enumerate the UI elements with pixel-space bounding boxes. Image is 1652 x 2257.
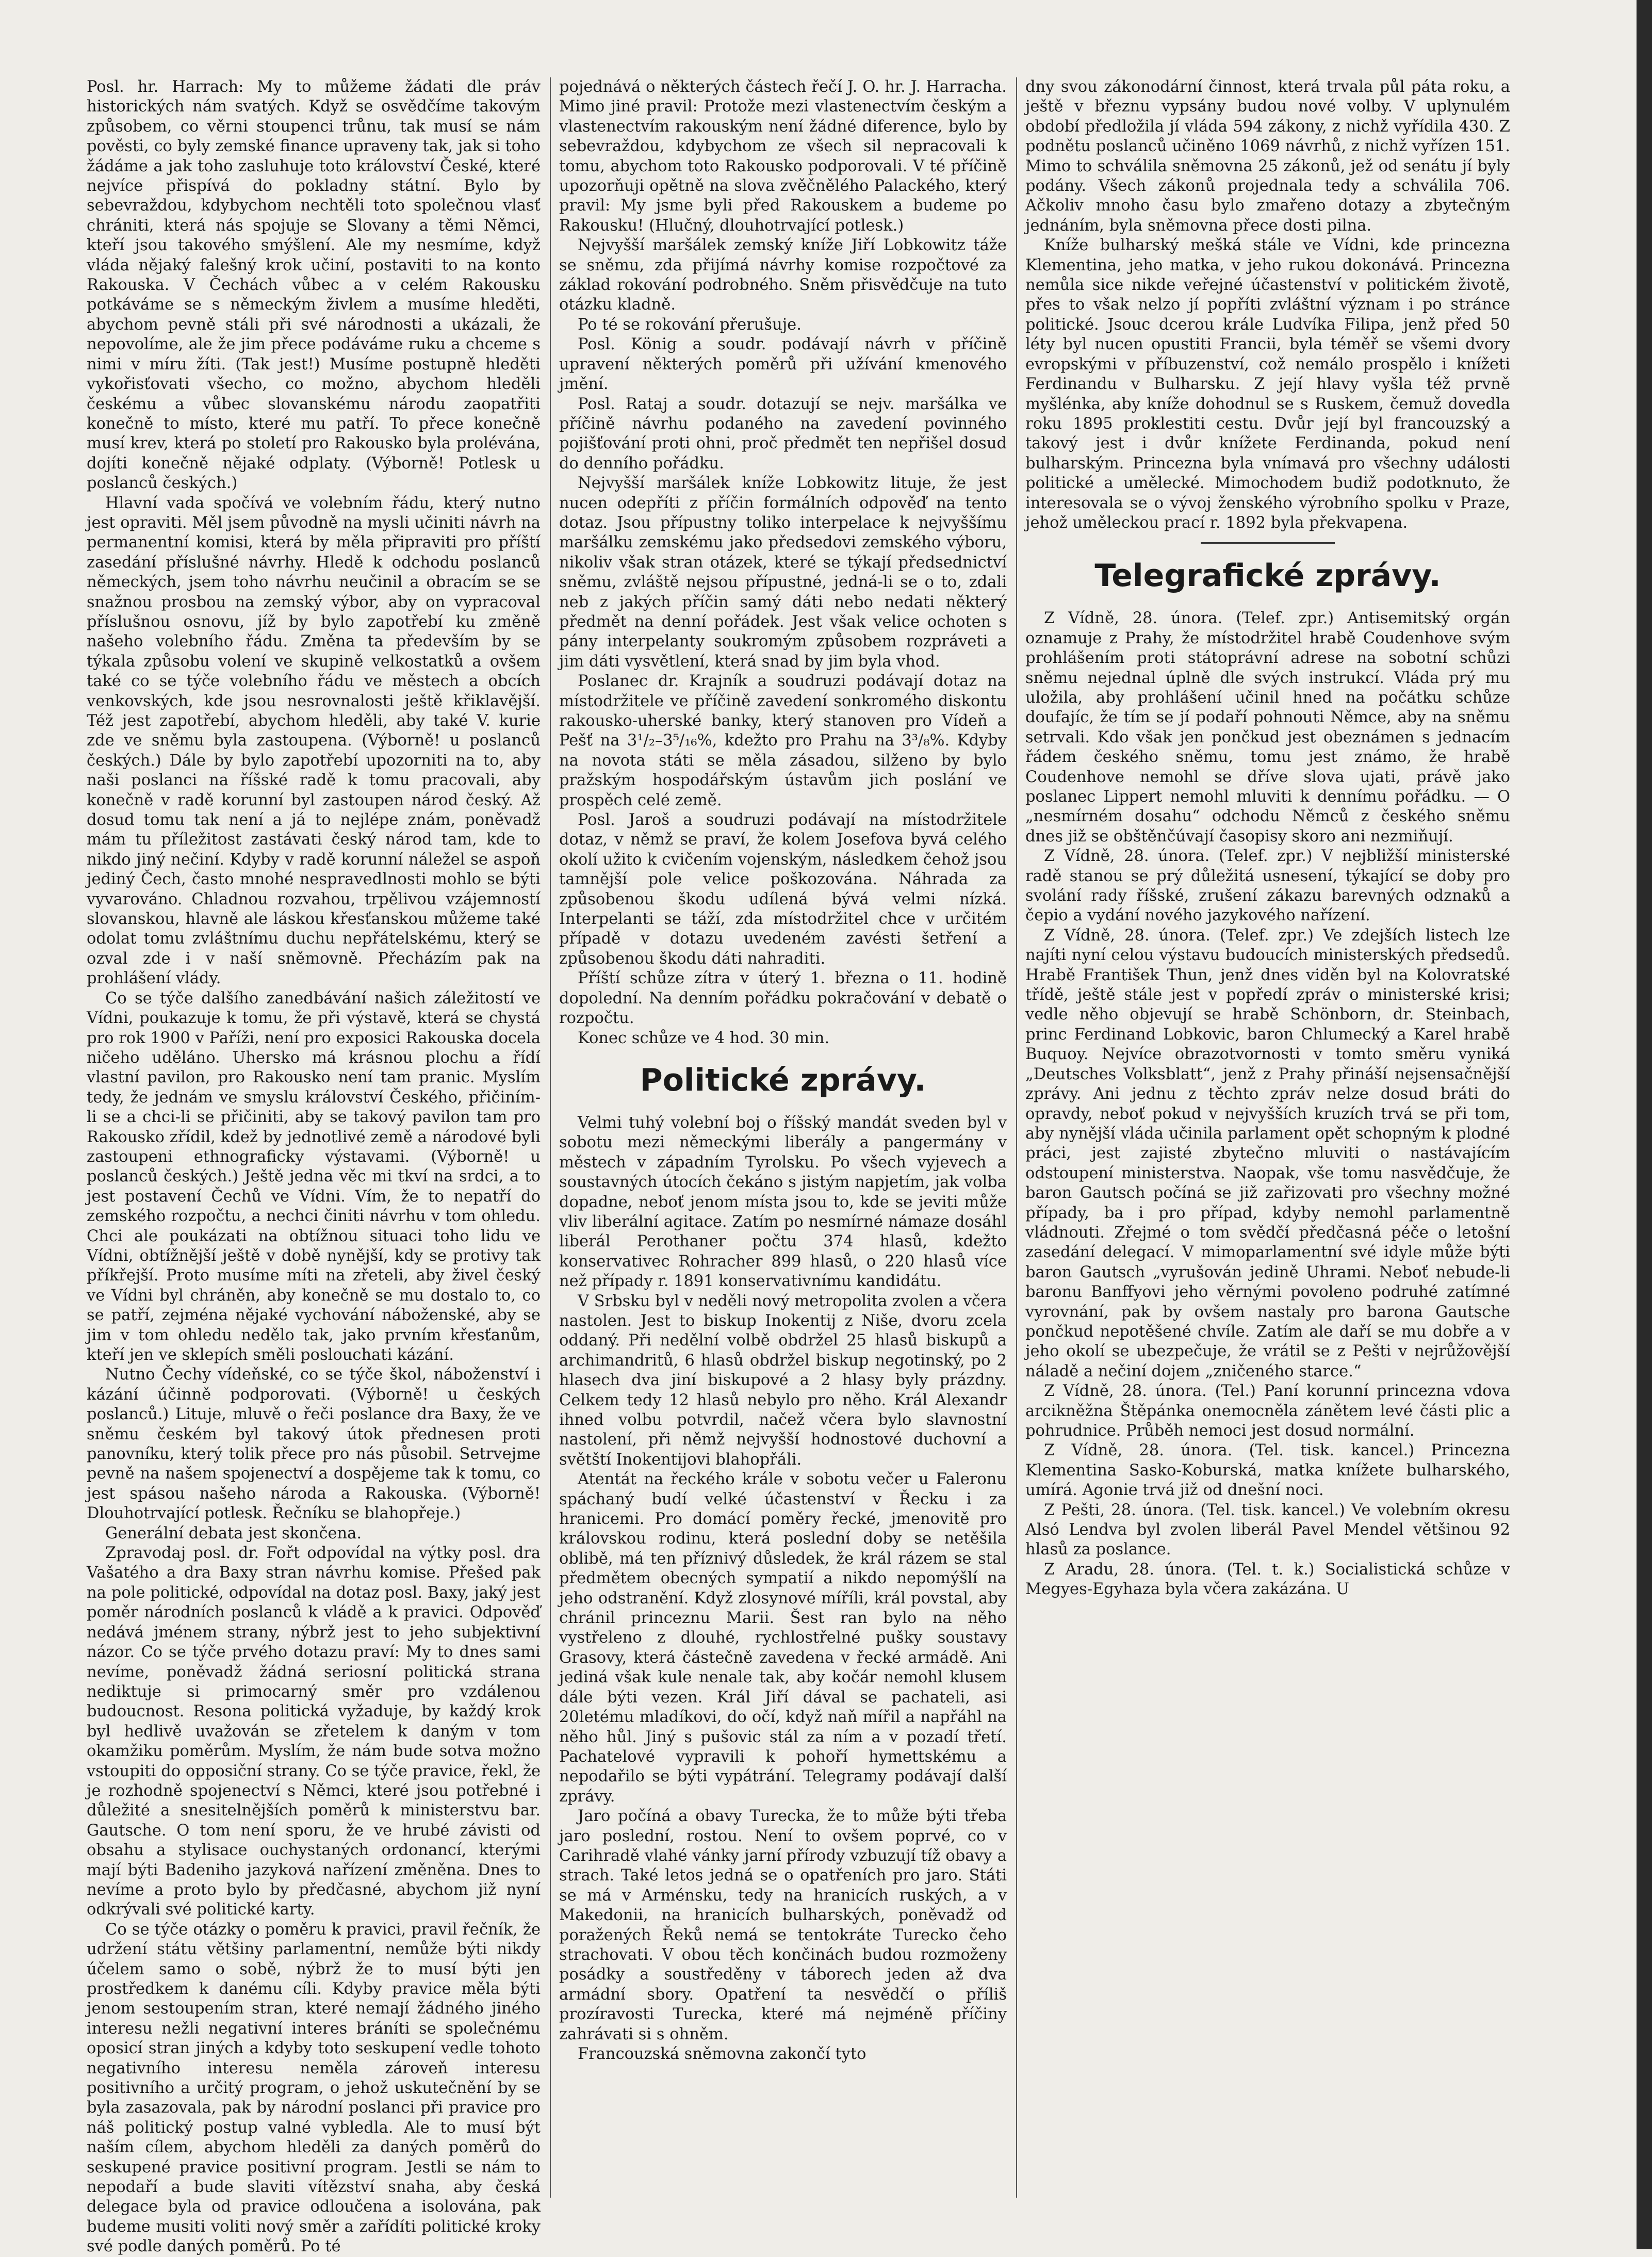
paragraph: Velmi tuhý volební boj o říšský mandát sveden byl v sobotu mezi německými liberály a pangermány v městech v západním Tyrolsku. Po všech vyjevech a soustavných útocích čekáno s jistým napjetím, jak volba dopadne, neboť jenom místa jsou to, kde se jeviti může vliv liberální agitace. Zatím po nesmírné námaze dosáhl liberál Perothaner počtu 374 hlasů, kdežto konservativec Rohracher 899 hlasů, o 220 hlasů více než případy r. 1891 konservativnímu kandidátu. (559, 1113, 1007, 1291)
paragraph: Generální debata jest skončena. (105, 1524, 362, 1542)
paragraph: Z Aradu, 28. února. (Tel. t. k.) Socialistická schůze v Megyes-Egyhaza byla včera zakázána. U (1025, 1560, 1510, 1599)
section-heading-telegraficke-zpravy: Telegrafické zprávy. (1094, 558, 1441, 594)
paragraph: Z Pešti, 28. února. (Tel. tisk. kancel.) Ve volebním okresu Alsó Lendva byl zvolen liberál Pavel Mendel většinou 92 hlasů za poslance. (1025, 1501, 1510, 1559)
paragraph: Co se týče dalšího zanedbávání našich záležitostí ve Vídni, poukazuje k tomu, že při výstavě, která se chystá pro rok 1900 v Paříži, není pro exposici Rakouska docela ničeho uděláno. Uhersko má krásnou plochu a řídí vlastní pavilon, pro Rakousko není tam pranic. Myslím tedy, že jednám ve smyslu království Českého, přičiním-li se a chci-li se přičiniti, aby se takový pavilon tam pro Rakousko zřídil, kdež by jednotlivé země a národové byli zastoupeni ethnograficky výstavami. (Výborně! u poslanců českých.) Ještě jedna věc mi tkví na srdci, a to jest postavení Čechů ve Vídni. Vím, že to nepatří do zemského rozpočtu, a nechci činiti návrhu v tom ohledu. Chci ale poukázati na obtížnou situaci toho lidu ve Vídni, obtížnější ještě v době nynější, kdy se protivy tak příkřejší. Proto musíme míti na zřeteli, aby živel český ve Vídni byl chráněn, aby konečně se mu dostalo to, co se patří, zejména nějaké vychování náboženské, aby se jim v tom ohledu nedělo tak, jako prvním křesťanům, kteří jen ve sklepích směli poslouchati kázání. (87, 989, 541, 1364)
paragraph: pojednává o některých částech řečí J. O. hr. J. Harracha. Mimo jiné pravil: Protože mezi vlastenectvím českým a vlastenectvím rakouským není žádné diference, bylo by sebevraždou, kdybychom ze všech sil nepracovali k tomu, abychom toto Rakousko podporovali. V té příčině upozorňuji opětně na slova zvěčnělého Palackého, který pravil: My jsme byli před Rakouskem a budeme po Rakousku! (Hlučný, dlouhotrvající potlesk.) (559, 78, 1007, 235)
paragraph: Z Vídně, 28. února. (Tel.) Paní korunní princezna vdova arcikněžna Štěpánka onemocněla zánětem levé části plic a pohrudnice. Průběh nemoci jest dosud normální. (1025, 1382, 1510, 1440)
paragraph: Jaro počíná a obavy Turecka, že to může býti třeba jaro poslední, rostou. Není to ovšem poprvé, co v Carihradě vlahé vánky jarní přírody vzbuzují tíž obavy a strach. Také letos jedná se o opatřeních pro jaro. Státi se má v Arménsku, tedy na hranicích ruských, a v Makedonii, na hranicích bulharských, poněvadž od poražených Řeků nemá se tentokráte Turecko čeho strachovati. V obou těch končinách budou rozmoženy posádky a soustředěny v táborech jeden až dva armádní sbory. Opatření ta nesvědčí o příliš prozíravosti Turecka, které má nejméně příčiny zahrávati si s ohněm. (559, 1807, 1007, 2043)
paragraph: Kníže bulharský mešká stále ve Vídni, kde princezna Klementina, jeho matka, v jeho rukou dokonává. Princezna nemůla sice nikde veřejné účastenství v politickém životě, přes to však nelzo jí popříti zvláštní význam i po stránce politické. Jsouc dcerou krále Ludvíka Filipa, jenž před 50 léty byl nucen opustiti Francii, byla téměř se všemi dvory evropskými v příbuzenství, což nemálo prospělo i knížeti Ferdinandu v Bulharsku. Z její hlavy vyšla též prvně myšlénka, aby kníže dohodnul se s Ruskem, čemuž dovedla roku 1895 proklestiti cestu. Dvůr její byl francouzský a takový jest i dvůr knížete Ferdinanda, pokud není bulharským. Princezna byla vnímavá pro všechny události politické a umělecké. Mimochodem budiž podotknuto, že interesovala se o vývoj ženského výrobního spolku v Praze, jehož uměleckou prací r. 1892 byla překvapena. (1025, 236, 1510, 532)
paragraph: Z Vídně, 28. února. (Telef. zpr.) V nejbližší ministerské radě stanou se prý důležitá usnesení, týkající se doby pro svolání rady říšské, zrušení zákazu barevných odznaků a čepio a vydání nového jazykového nařízení. (1025, 847, 1510, 925)
paragraph: V Srbsku byl v neděli nový metropolita zvolen a včera nastolen. Jest to biskup Inokentij z Niše, dvoru zcela oddaný. Při nedělní volbě obdržel 25 hlasů biskupů a archimandritů, 6 hlasů obdržel biskup negotinský, po 2 hlasech dva jiní biskupové a 2 hlasy byly prázdny. Celkem tedy 12 hlasů nebylo pro něho. Král Alexandr ihned volbu potvrdil, načež včera bylo slavnostní nastolení, při němž nejvyšší hodnostové duchovní a světští Inokentijovi blahopřáli. (559, 1292, 1007, 1469)
section-heading-politicke-zpravy: Politické zprávy. (640, 1062, 926, 1098)
paragraph: Posl. hr. Harrach: My to můžeme žádati dle práv historických nám svatých. Když se osvědčíme takovým způsobem, co věrni stoupenci trůnu, tak musí se nám pověsti, co byly zemské finance upraveny tak, jak si toho žádáme a jak toho zasluhuje toto království České, které nejvíce přispívá do pokladny státní. Bylo by sebevraždou, kdybychom nechtěli toto společnou vlasť chrániti, která nás spojuje se Slovany a těmi Němci, kteří jsou takového smýšlení. Ale my nesmíme, když vláda nějaký falešný krok učiní, postaviti to na konto Rakouska. V Čechách vůbec a v celém Rakousku potkáváme se s německým živlem a musíme hleděti, abychom pevně stáli při své národnosti a ukázali, že nepovolíme, ale že jim přece podáváme ruku a chceme s nimi v míru žíti. (Tak jest!) Musíme postupně hleděti vykořisťovati všecho, co možno, abychom hleděli českému a vůbec slovanskému národu zaopatřiti konečně to místo, které mu patří. To přece konečně musí krev, která po století pro Rakousko byla prolévána, dojíti konečně nějaké odplaty. (Výborně! Potlesk u poslanců českých.) (87, 78, 541, 493)
paragraph: dny svou zákonodární činnost, která trvala půl páta roku, a ještě v březnu vypsány budou nové volby. V uplynulém období předložila jí vláda 594 zákony, z nichž vyřídila 430. Z podnětu poslanců učiněno 1069 návrhů, z nichž vyřízen 151. Mimo to schválila sněmovna 25 zákonů, jež od senátu jí byly podány. Všech zákonů projednala tedy a schválila 706. Ačkoliv mnoho času bylo zmařeno dotazy a zbytečným jednáním, byla sněmovna přece dosti pilna. (1025, 78, 1510, 235)
column-right (1025, 77, 1510, 2208)
paragraph: Hlavní vada spočívá ve volebním řádu, který nutno jest opraviti. Měl jsem původně na mysli učiniti návrh na permanentní komisi, která by měla připraviti pro příští zasedání příslušné návrhy. Hledě k odchodu poslanců německých, jsem toho návrhu neučinil a obracím se se snažnou prosbou na zemský výbor, aby on vypracoval příslušnou osnovu, jíž by bylo zapotřebí ku změně našeho volebního řádu. Změna ta především by se týkala způsobu volení ve skupině velkostatků a ovšem také co se týče volebního řádu ve městech a obcích venkovských, kde jsou nesrovnalosti ještě křiklavější. Též jest zapotřebí, abychom hleděli, aby také V. kurie zde ve sněmu byla zastoupena. (Výborně! u poslanců českých.) Dále by bylo zapotřebí upozorniti na to, aby naši poslanci na říšské radě k tomu pracovali, aby konečně v radě korunní byl zastoupen národ český. Až dosud tomu tak není a já to nejlépe znám, poněvadž mám tu příležitost zastávati český národ tam, kde to nikdo jiný nečiní. Kdyby v radě korunní náležel se aspoň jediný Čech, často mnohé nespravedlnosti mohlo se býti vyvarováno. Chladnou rozvahou, trpělivou vzájemností slovanskou, hlavně ale láskou křesťanskou můžeme také odolat tomu zvláštnímu duchu nepřátelskému, který se ozval zde i v naší sněmovně. Přecházím pak na prohlášení vlády. (87, 494, 541, 988)
column-rule (550, 77, 551, 2198)
separator (1201, 542, 1335, 544)
paragraph: Nejvyšší maršálek zemský kníže Jiří Lobkowitz táže se sněmu, zda přijímá návrhy komise rozpočtové za základ rokování podrobného. Sněm přisvědčuje na tuto otázku kladně. (559, 236, 1007, 314)
paragraph: Příští schůze zítra v úterý 1. března o 11. hodině dopolední. Na denním pořádku pokračování v debatě o rozpočtu. (559, 969, 1007, 1028)
paragraph: Poslanec dr. Krajník a soudruzi podávají dotaz na místodržitele ve příčině zavedení sonkromého diskontu rakousko-uherské banky, který stanoven pro Vídeň a Pešť na 3¹/₂–3⁵/₁₆%, kdežto pro Prahu na 3³/₈%. Kdyby na novota státi se měla zásadou, silženo by bylo pražským hospodářským ústavům jich poslání ve prospěch celé země. (559, 672, 1007, 809)
paragraph: Francouzská sněmovna zakončí tyto (578, 2045, 866, 2063)
column-rule (1016, 77, 1017, 2198)
paragraph: Z Vídně, 28. února. (Telef. zpr.) Antisemitský orgán oznamuje z Prahy, že místodržitel hrabě Coudenhove svým prohlášením proti státoprávní adrese na sobotní schůzi sněmu nejednal úplně dle svých instrukcí. Vláda prý mu uložila, aby prohlášení učinil hned na počátku schůze doufajíc, že tím se jí podaří pohnouti Němce, aby na sněmu setrvali. Kdo však jen pončkud jest obeznámen s jednacím řádem českého sněmu, tomu jest známo, že hrabě Coudenhove nemohl se dříve slova ujati, právě jako poslanec Lippert nemohl mluviti k dennímu pořádku. — O „nesmírném dosahu“ odchodu Němců z českého sněmu dnes již se obštěnčúvají časopisy skoro ani nezmiňují. (1025, 609, 1510, 846)
paragraph: Nejvyšší maršálek kníže Lobkowitz lituje, že jest nucen odepříti z příčin formálních odpověď na tento dotaz. Jsou přípustny toliko interpelace k nejvyššímu maršálku zemskému jako předsedovi zemského výboru, nikoliv však stran otázek, které se týkají předsednictví sněmu, zvláště nejsou přípustné, jedná-li se o to, zdali neb z jakých příčin samý dáti nebo nedati některý předmět na denní pořádek. Jest však velice ochoten s pány interpelanty soukromým způsobem rozpráveti a jim dáti vysvětlení, která snad by jim byla vhod. (559, 474, 1007, 671)
paragraph: Posl. Rataj a soudr. dotazují se nejv. maršálka ve příčině návrhu podaného na zavedení povinného pojišťování proti ohni, proč předmět ten nepřišel dosud do denního pořádku. (559, 395, 1007, 473)
scan-edge (1637, 0, 1652, 2249)
paragraph: Posl. König a soudr. podávají návrh v příčině upravení některých poměrů při užívání kmenového jmění. (559, 335, 1007, 394)
column-left (87, 77, 541, 2256)
newspaper-page (87, 77, 1510, 2256)
paragraph: Konec schůze ve 4 hod. 30 min. (578, 1029, 830, 1047)
column-middle (559, 77, 1007, 2208)
paragraph: Co se týče otázky o poměru k pravici, pravil řečník, že udržení státu většiny parlamentní, nemůže býti nikdy účelem samo o sobě, nýbrž že to musí býti jen prostředkem k danému cíli. Kdyby pravice měla býti jenom sestoupením stran, které nemají žádného jiného interesu nežli negativní interes bráníti se společnému oposicí stran jiných a kdyby toto seskupení vedle tohoto negativního interesu neměla zároveň interesu positivního a určitý program, o jehož uskutečnění by se byla zasazovala, pak by národní poslanci při pravice pro náš politický postup valné vybledla. Ale to musí být naším cílem, abychom hleděli za daných poměrů do seskupené pravice positivní program. Jestli se nám to nepodaří a bude slaviti vítězství snaha, aby česká delegace byla od pravice odloučena a isolována, pak budeme musiti voliti nový směr a zařídíti politické kroky své podle daných poměrů. Po té (87, 1920, 541, 2256)
paragraph: Zpravodaj posl. dr. Fořt odpovídal na výtky posl. dra Vašatého a dra Baxy stran návrhu komise. Přešed pak na pole politické, odpovídal na dotaz posl. Baxy, jaký jest poměr národních poslanců k vládě a k pravici. Odpověď nedává jménem strany, nýbrž jest to jeho subjektivní názor. Co se týče prvého dotazu praví: My to dnes sami nevíme, poněvadž žádná seriosní politická strana nediktuje si primocarný směr pro vzdálenou budoucnost. Resona politická vyžaduje, by každý krok byl hedlivě uvažován se zřetelem k daným v tom okamžiku poměrům. Myslím, že nám bude sotva možno vstoupiti do opposiční strany. Co se týče pravice, řekl, že je rozhodně spojenectví s Němci, které jsou potřebné i důležité a snesitelnějších poměrů k ministerstvu bar. Gautsche. O tom není sporu, že ve hrubé závisti od obsahu a stylisace ouchystaných ordonancí, kterými mají býti Badeniho jazyková nařízení změněna. Dnes to nevíme a proto bylo by předčasné, abychom již nyní odkrývali své politické karty. (87, 1544, 541, 1919)
paragraph: Posl. Jaroš a soudruzi podávají na místodržitele dotaz, v němž se praví, že kolem Josefova byvá celého okolí užito k cvičením vojenským, následkem čehož jsou tamnější pole velice poškozována. Náhrada za způsobenou škodu udílená bývá velmi nízká. Interpelanti se táží, zda místodržitel chce v určitém případě v dotazu uvedeném zavésti šetření a způsobenou škodu dáti nahraditi. (559, 811, 1007, 968)
paragraph: Z Vídně, 28. února. (Tel. tisk. kancel.) Princezna Klementina Sasko-Koburská, matka knížete bulharského, umírá. Agonie trvá již od dnešní noci. (1025, 1441, 1510, 1500)
paragraph: Z Vídně, 28. února. (Telef. zpr.) Ve zdejších listech lze najíti nyní celou výstavu budoucích ministerských předsedů. Hrabě František Thun, jenž dnes viděn byl na Kolovratské třídě, ještě stále jest v popředí zpráv o ministerské krisi; vedle něho objevují se hrabě Schönborn, dr. Steinbach, princ Ferdinand Lobkovic, baron Chlumecký a Karel hrabě Buquoy. Nejvíce obrazotvornosti v tomto směru vyniká „Deutsches Volksblatt“, jenž z Prahy přináší nejsensačnější zprávy. Ani jednu z těchto zpráv nelze dosud bráti do opravdy, neboť pokud v nejvyšších kruzích trvá se při tom, aby nynější vláda učinila parlament opět schopným k plodné práci, jest zajisté zbytečno mluviti o nastávajícím odstoupení ministerstva. Naopak, vše tomu nasvědčuje, že baron Gautsch počíná se již zařizovati pro všechny možné případy, ba i pro případ, kdyby nemohl parlamentně vládnouti. Zřejmé o tom svědčí předčasná péče o letošní zasedání delegací. V mimoparlamentní své idyle může býti baron Gautsch „vyrušován jedině Uhrami. Neboť nebude-li baronu Banffyovi jeho věrnými povoleno podruhé zatímné vyrovnání, pak by ovšem nastaly pro barona Gautsche pončkud nepotěšené chvíle. Zatím ale daří se mu dobře a v jeho okolí se ubezpečuje, že vrátil se z Pešti v nejrůžovější náladě a nečiní dojem „zničeného starce.“ (1025, 926, 1510, 1381)
paragraph: Po té se rokování přerušuje. (578, 315, 802, 334)
paragraph: Atentát na řeckého krále v sobotu večer u Faleronu spáchaný budí velké účastenství v Řecku i za hranicemi. Pro domácí poměry řecké, jmenovitě pro královskou rodinu, která poslední doby se netěšila oblibě, má ten příznivý důsledek, že král rázem se stal předmětem obecných sympatií a nikdo nepomýšlí na jeho odstranění. Když zlosynové míříli, král povstal, aby chránil princeznu Marii. Šest ran bylo na něho vystřeleno z dlouhé, rychlostřelné pušky soustavy Grasovy, která částečně zavedena v řecké armádě. Ani jediná však kule nenale tak, aby kočár nemohl klusem dále býti vezen. Král Jiří dával se pachateli, asi 20letému mladíkovi, do očí, když naň mířil a napřáhl na něho hůl. Jiný s pušovic stál za ním a v pozadí třetí. Pachatelové vypravili k pohoří hymettskému a nepodařilo se býti vypátrání. Telegramy podávají další zprávy. (559, 1470, 1007, 1806)
paragraph: Nutno Čechy vídeňské, co se týče škol, náboženství i kázání účinně podporovati. (Výborně! u českých poslanců.) Lituje, mluvě o řeči poslance dra Baxy, že ve sněmu českém byl takový útok přednesen proti panovníku, který tolik přece pro nás působil. Setrvejme pevně na našem spojenectví a dospějeme tak k tomu, co jest spásou našeho národa a Rakouska. (Výborně! Dlouhotrvající potlesk. Řečníku se blahopřeje.) (87, 1366, 541, 1523)
